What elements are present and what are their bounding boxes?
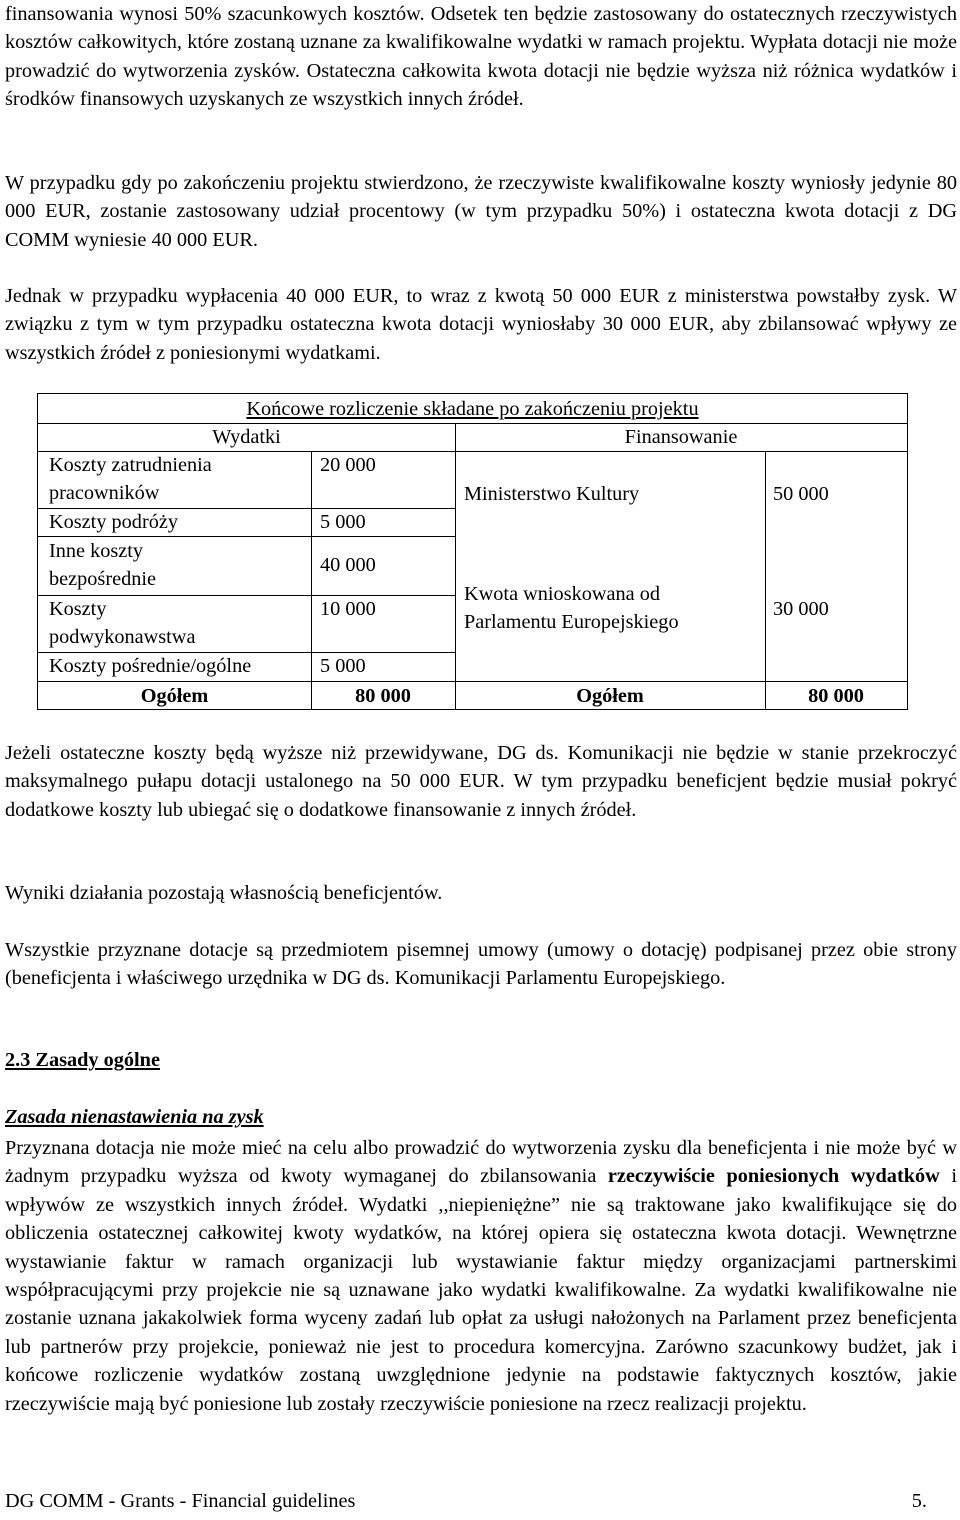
footer-title: DG COMM - Grants - Financial guidelines [5,1490,356,1512]
paragraph-results-ownership: Wyniki działania pozostają własnością beneficjentów. [5,882,443,904]
table-divider [311,451,312,710]
expense-label [49,537,156,593]
expense-label: Koszty pośrednie/ogólne [49,655,252,677]
expense-value: 5 000 [320,655,366,677]
expense-label-line: Inne koszty [49,540,144,562]
financing-value: 30 000 [773,598,829,620]
paragraph-profit-example: Jednak w przypadku wypłacenia 40 000 EUR, to wraz z kwotą 50 000 EUR z ministerstwa powstałby zysk. W związku z tym w tym przypadku ostateczna kwota dotacji wyniosłaby 30 000 EUR, aby zbilansować wpływy ze wszystkich źródeł z poniesionymi wydatkami. [5,285,957,364]
total-label-financing: Ogółem [576,685,644,707]
expense-label-line: bezpośrednie [49,568,156,590]
expense-label: Koszty podróży [49,511,178,533]
expense-value: 40 000 [320,554,376,576]
column-header-expenses: Wydatki [212,426,281,448]
financing-label-line: Kwota wnioskowana od [464,583,661,605]
table-divider [765,451,766,710]
emphasis-text: rzeczywiście poniesionych wydatków [607,1165,940,1188]
final-settlement-table [37,393,908,710]
page-number: 5. [911,1490,927,1512]
paragraph-example-final-costs: W przypadku gdy po zakończeniu projektu stwierdzono, że rzeczywiste kwalifikowalne koszty wyniosły jedynie 80 000 EUR, zostanie zastosowany udział procentowy (w tym przypadku 50%) i ostateczna kwota dotacji z DG COMM wyniesie 40 000 EUR. [5,172,957,251]
financing-value: 50 000 [773,483,829,505]
total-value-financing: 80 000 [808,685,864,707]
expense-label-line: podwykonawstwa [49,626,196,648]
section-heading: 2.3 Zasady ogólne [5,1049,160,1071]
expense-value: 5 000 [320,511,366,533]
expense-label [49,451,212,507]
expense-label-line: pracowników [49,482,160,504]
expense-label-line: Koszty zatrudnienia [49,454,212,476]
table-divider [455,423,456,710]
subsection-heading: Zasada nienastawienia na zysk [5,1106,264,1128]
paragraph-funding-percentage: finansowania wynosi 50% szacunkowych kosztów. Odsetek ten będzie zastosowany do ostatecznych rzeczywistych kosztów całkowitych, które zostaną uznane za kwalifikowalne wydatki w ramach projektu. Wypłata dotacji nie może prowadzić do wytworzenia zysków. Ostateczna całkowita kwota dotacji nie będzie wyższa niż różnica wydatków i środków finansowych uzyskanych ze wszystkich innych źródeł. [5,3,957,111]
table-title: Końcowe rozliczenie składane po zakończeniu projektu [246,398,699,420]
expense-label-line: Koszty [49,598,107,620]
paragraph-higher-costs: Jeżeli ostateczne koszty będą wyższe niż przewidywane, DG ds. Komunikacji nie będzie w stanie przekroczyć maksymalnego pułapu dotacji ustalonego na 50 000 EUR. W tym przypadku beneficjent będzie musiał pokryć dodatkowe koszty lub ubiegać się o dodatkowe finansowanie z innych źródeł. [5,742,957,821]
paragraph-no-profit-rule [5,1134,957,1418]
financing-label: Ministerstwo Kultury [464,483,640,505]
total-label-expenses: Ogółem [140,685,209,707]
financing-label [464,580,679,636]
financing-label-line: Parlamentu Europejskiego [464,611,679,633]
total-value-expenses: 80 000 [355,685,411,707]
expense-label [49,595,195,651]
column-header-financing: Finansowanie [624,426,738,448]
expense-value: 20 000 [320,454,376,476]
paragraph-text: i wpływów ze wszystkich innych źródeł. Wydatki ,,niepieniężne” nie są traktowane jako kwalifikujące się do obliczenia ostatecznej całkowitej kwoty wydatków, na której opiera się ostateczna kwota dotacji. Wewnętrzne wystawianie faktur w ramach organizacji lub wystawianie faktur między organizacjami partnerskimi współpracującymi przy projekcie nie są uznawane jako wydatki kwalifikowalne. Za wydatki kwalifikowalne nie zostanie uznana jakakolwiek forma wyceny zadań lub opłat za usługi nałożonych na Parlament przez beneficjenta lub partnerów przy projekcie, ponieważ nie jest to procedura komercyjna. Zarówno szacunkowy budżet, jak i końcowe rozliczenie wydatków zostaną uwzględnione jedynie na podstawie faktycznych kosztów, jakie rzeczywiście mają być poniesione lub zostały rzeczywiście poniesione na rzecz realizacji projektu. [5,1165,957,1415]
paragraph-grant-agreement: Wszystkie przyznane dotacje są przedmiotem pisemnej umowy (umowy o dotację) podpisanej przez obie strony (beneficjenta i właściwego urzędnika w DG ds. Komunikacji Parlamentu Europejskiego. [5,939,957,990]
paragraph-text: Przyznana dotacja nie może mieć na celu albo prowadzić do wytworzenia zysku dla beneficjenta i nie może być w żadnym przypadku wyższa od kwoty wymaganej do zbilansowania [5,1137,957,1188]
expense-value: 10 000 [320,598,376,620]
